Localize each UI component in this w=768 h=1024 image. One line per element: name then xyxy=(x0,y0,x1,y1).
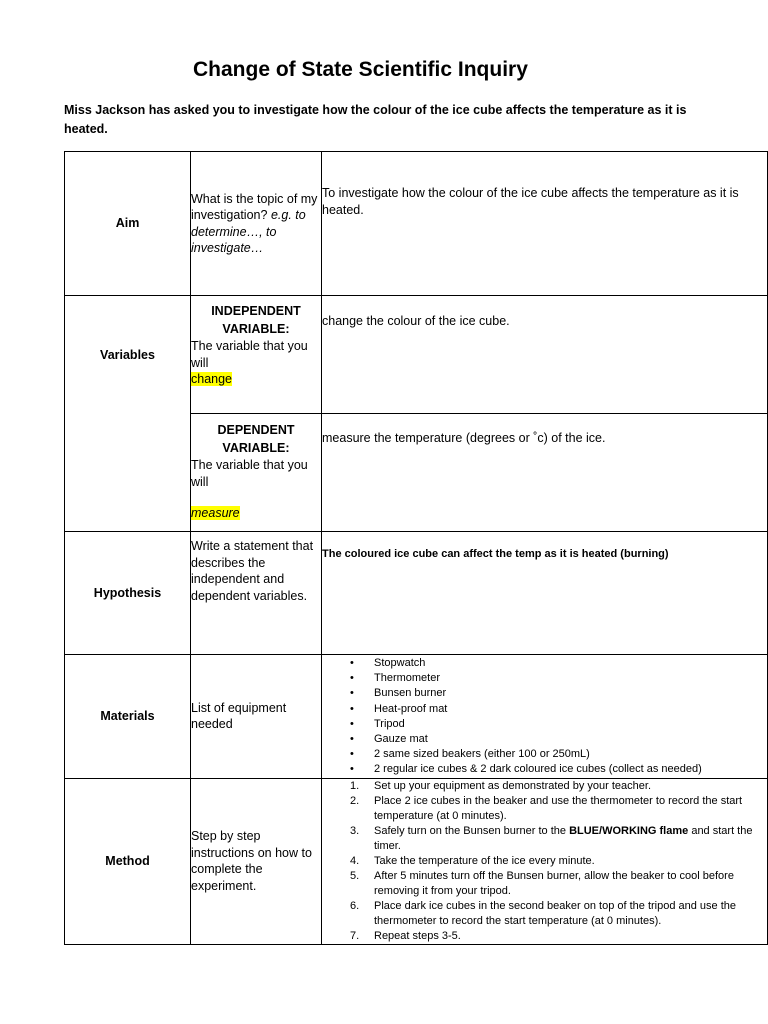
step-text: Set up your equipment as demonstrated by your teacher. xyxy=(374,779,651,792)
dependent-variable-prompt-text: The variable that you will xyxy=(191,458,308,489)
list-item xyxy=(330,779,767,794)
hypothesis-label: Hypothesis xyxy=(65,532,191,655)
independent-variable-heading: INDEPENDENT VARIABLE: xyxy=(211,304,301,336)
step-text: After 5 minutes turn off the Bunsen burner, allow the beaker to cool before removing it from your tripod. xyxy=(374,869,734,897)
independent-variable-keyword: change xyxy=(191,372,233,386)
step-number: 6. xyxy=(350,899,360,912)
aim-answer-text: To investigate how the colour of the ice cube affects the temperature as it is heated. xyxy=(322,186,739,217)
materials-prompt: List of equipment needed xyxy=(191,655,322,779)
independent-variable-prompt xyxy=(191,296,322,414)
independent-variable-answer xyxy=(322,296,768,414)
hypothesis-answer xyxy=(322,532,768,655)
hypothesis-prompt-text: Write a statement that describes the independent and dependent variables. xyxy=(191,539,314,603)
step-number: 5. xyxy=(350,869,360,882)
table-row-aim xyxy=(65,152,768,296)
list-item: • Gauze mat xyxy=(330,732,767,747)
list-item: • 2 regular ice cubes & 2 dark coloured ice cubes (collect as needed) xyxy=(330,762,767,777)
method-steps xyxy=(322,779,767,944)
list-item xyxy=(330,899,767,929)
step-text-after: and start the timer. xyxy=(374,824,753,852)
table-row-hypothesis xyxy=(65,532,768,655)
aim-prompt-example: e.g. to determine…, to investigate… xyxy=(191,208,306,255)
aim-label: Aim xyxy=(65,152,191,296)
variables-label: Variables xyxy=(65,296,191,414)
table-row-method xyxy=(65,778,768,944)
inquiry-table xyxy=(64,151,768,945)
step-number: 3. xyxy=(350,824,360,837)
table-row-dependent-variable xyxy=(65,414,768,532)
dependent-variable-keyword: measure xyxy=(191,506,240,520)
step-text: Place 2 ice cubes in the beaker and use the thermometer to record the start temperature (at 0 minutes). xyxy=(374,794,743,822)
step-text: Take the temperature of the ice every minute. xyxy=(374,854,595,867)
dependent-variable-heading: DEPENDENT VARIABLE: xyxy=(217,423,295,455)
materials-list xyxy=(322,655,767,778)
page-title: Change of State Scientific Inquiry xyxy=(193,58,528,81)
list-item xyxy=(330,854,767,869)
list-item: • Tripod xyxy=(330,717,767,732)
independent-variable-answer-text: change the colour of the ice cube. xyxy=(322,314,510,328)
method-label: Method xyxy=(65,778,191,944)
list-item: • Stopwatch xyxy=(330,656,767,671)
aim-prompt xyxy=(191,152,322,296)
list-item: • Thermometer xyxy=(330,671,767,686)
aim-prompt-text: What is the topic of my investigation? xyxy=(191,191,318,222)
method-steps-cell xyxy=(322,778,768,944)
dependent-variable-label-cell xyxy=(65,414,191,532)
dependent-variable-answer-text: measure the temperature (degrees or ˚c) of the ice. xyxy=(322,431,606,445)
step-number: 2. xyxy=(350,794,360,807)
independent-variable-prompt-text: The variable that you will xyxy=(191,339,308,370)
list-item xyxy=(330,794,767,824)
list-item xyxy=(330,929,767,944)
step-text: Place dark ice cubes in the second beaker on top of the tripod and use the thermometer to record the start temperature (at 0 minutes). xyxy=(374,899,737,927)
method-prompt: Step by step instructions on how to complete the experiment. xyxy=(191,778,322,944)
table-row-independent-variable xyxy=(65,296,768,414)
step-number: 1. xyxy=(350,779,360,792)
list-item: • Bunsen burner xyxy=(330,686,767,701)
dependent-variable-answer xyxy=(322,414,768,532)
list-item: • 2 same sized beakers (either 100 or 250mL) xyxy=(330,747,767,762)
hypothesis-answer-text: The coloured ice cube can affect the temp as it is heated (burning) xyxy=(322,548,669,560)
aim-answer xyxy=(322,152,768,296)
intro-text: Miss Jackson has asked you to investigate how the colour of the ice cube affects the temperature as it is heated. xyxy=(64,103,687,136)
step-number: 4. xyxy=(350,854,360,867)
list-item xyxy=(330,869,767,899)
materials-label: Materials xyxy=(65,655,191,779)
list-item xyxy=(330,824,767,854)
step-text-bold: BLUE/WORKING flame xyxy=(569,824,689,837)
list-item: • Heat-proof mat xyxy=(330,702,767,717)
step-number: 7. xyxy=(350,929,360,942)
table-row-materials xyxy=(65,655,768,779)
materials-list-cell xyxy=(322,655,768,779)
step-text-before: Safely turn on the Bunsen burner to the xyxy=(374,824,570,837)
hypothesis-prompt xyxy=(191,532,322,655)
dependent-variable-prompt xyxy=(191,414,322,532)
step-text: Repeat steps 3-5. xyxy=(374,929,461,942)
